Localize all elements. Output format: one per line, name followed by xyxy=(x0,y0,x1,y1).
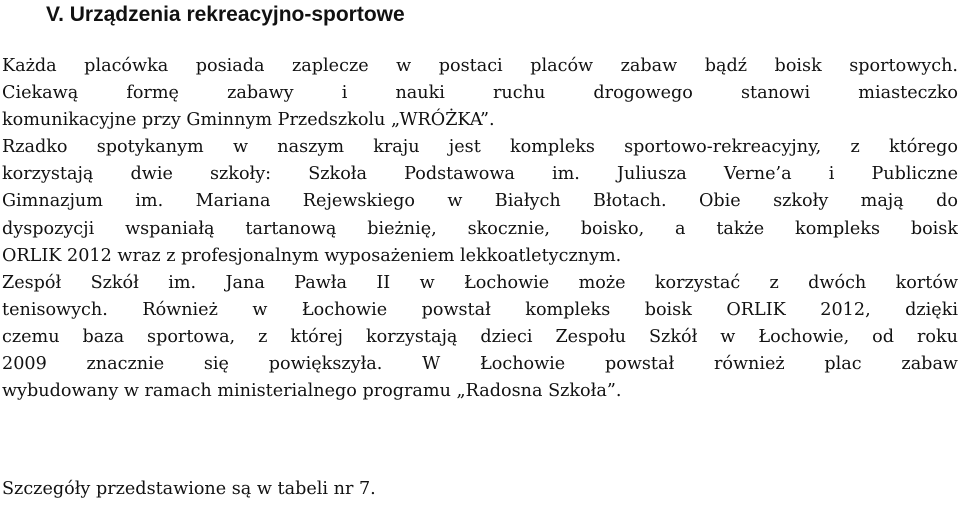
paragraph-line: ORLIK 2012 wraz z profesjonalnym wyposażeniem lekkoatletycznym. xyxy=(2,245,622,266)
paragraph-line: wybudowany w ramach ministerialnego programu „Radosna Szkoła”. xyxy=(2,381,622,402)
paragraph-line: tenisowych. Również w Łochowie powstał kompleks boisk ORLIK 2012, dzięki xyxy=(2,299,958,320)
paragraph-line: Zespół Szkół im. Jana Pawła II w Łochowie może korzystać z dwóch kortów xyxy=(2,272,958,293)
paragraph-line: Ciekawą formę zabawy i nauki ruchu drogowego stanowi miasteczko xyxy=(2,83,958,104)
paragraph-line: dyspozycji wspaniałą tartanową bieżnię, skocznie, boisko, a także kompleks boisk xyxy=(2,218,958,239)
section-heading: V. Urządzenia rekreacyjno-sportowe xyxy=(46,3,405,26)
body-paragraph xyxy=(2,53,958,405)
paragraph-line: komunikacyjne przy Gminnym Przedszkolu „WRÓŻKA”. xyxy=(2,110,495,131)
paragraph-line: czemu baza sportowa, z której korzystają dzieci Zespołu Szkół w Łochowie, od roku xyxy=(2,326,958,347)
paragraph-line: 2009 znacznie się powiększyła. W Łochowie powstał również plac zabaw xyxy=(2,354,958,375)
footer-note: Szczegóły przedstawione są w tabeli nr 7. xyxy=(2,479,376,499)
paragraph-line: Gimnazjum im. Mariana Rejewskiego w Białych Błotach. Obie szkoły mają do xyxy=(2,191,958,212)
paragraph-line: korzystają dwie szkoły: Szkoła Podstawowa im. Juliusza Verne’a i Publiczne xyxy=(2,164,958,185)
paragraph-line: Każda placówka posiada zaplecze w postaci placów zabaw bądź boisk sportowych. xyxy=(2,56,958,76)
paragraph-line: Rzadko spotykanym w naszym kraju jest kompleks sportowo-rekreacyjny, z którego xyxy=(2,137,958,158)
